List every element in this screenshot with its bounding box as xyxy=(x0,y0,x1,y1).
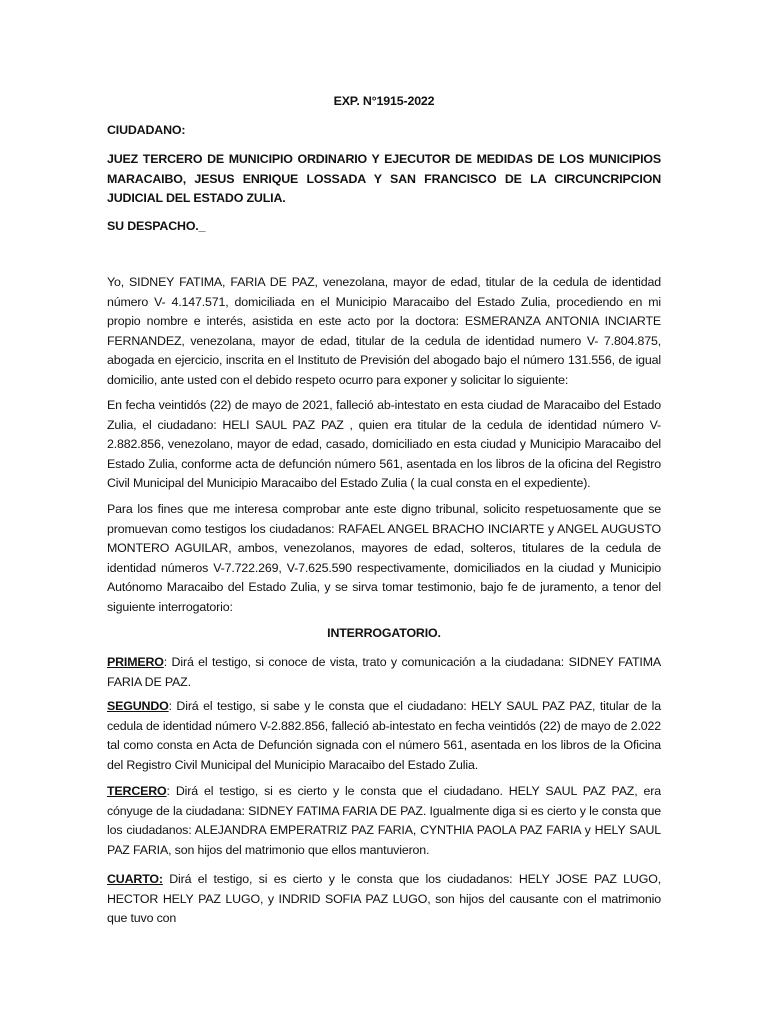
primero-text: : Dirá el testigo, si conoce de vista, trato y comunicación a la ciudadana: SIDNEY FATIMA FARIA DE PAZ. xyxy=(107,655,661,689)
cuarto-text: Dirá el testigo, si es cierto y le consta que los ciudadanos: HELY JOSE PAZ LUGO, HECTOR HELY PAZ LUGO, y INDRID SOFIA PAZ LUGO, son hijos del causante con el matrimonio que tuvo con xyxy=(107,872,661,926)
question-segundo xyxy=(107,697,661,775)
juez-addressee: JUEZ TERCERO DE MUNICIPIO ORDINARIO Y EJECUTOR DE MEDIDAS DE LOS MUNICIPIOS MARACAIBO, JESUS ENRIQUE LOSSADA Y SAN FRANCISCO DE LA CIRCUNCRIPCION JUDICIAL DEL ESTADO ZULIA. xyxy=(107,152,661,206)
interrogatorio-title: INTERROGATORIO. xyxy=(327,626,441,640)
despacho-label: SU DESPACHO._ xyxy=(107,219,206,233)
paragraph-death-facts: En fecha veintidós (22) de mayo de 2021, falleció ab-intestato en esta ciudad de Maracaibo del Estado Zulia, el ciudadano: HELI SAUL PAZ PAZ , quien era titular de la cedula de identidad número V-2.882.856, venezolano, mayor de edad, casado, domiciliado en esta ciudad y Municipio Maracaibo del Estado Zulia, conforme acta de defunción número 561, asentada en los libros de la oficina del Registro Civil Municipal del Municipio Maracaibo del Estado Zulia ( la cual consta en el expediente). xyxy=(107,398,661,491)
segundo-label: SEGUNDO xyxy=(107,699,169,713)
ciudadano-label: CIUDADANO: xyxy=(107,123,186,137)
tercero-text: : Dirá el testigo, si es cierto y le consta que el ciudadano. HELY SAUL PAZ PAZ, era cónyuge de la ciudadana: SIDNEY FATIMA FARIA DE PAZ. Igualmente diga si es cierto y le consta que los ciudadanos: ALEJANDRA EMPERATRIZ PAZ FARIA, CYNTHIA PAOLA PAZ FARIA y HELY SAUL PAZ FARIA, son hijos del matrimonio que ellos mantuvieron. xyxy=(107,784,661,857)
segundo-text: : Dirá el testigo, si sabe y le consta que el ciudadano: HELY SAUL PAZ PAZ, titular de la cedula de identidad número V-2.882.856, falleció ab-intestato en fecha veintidós (22) de mayo de 2.022 tal como consta en Acta de Defunción signada con el número 561, asentada en los libros de la Oficina del Registro Civil Municipal del Municipio Maracaibo del Estado Zulia. xyxy=(107,699,661,772)
paragraph-witnesses: Para los fines que me interesa comprobar ante este digno tribunal, solicito respetuosamente que se promuevan como testigos los ciudadanos: RAFAEL ANGEL BRACHO INCIARTE y ANGEL AUGUSTO MONTERO AGUILAR, ambos, venezolanos, mayores de edad, solteros, titulares de la cedula de identidad números V-7.722.269, V-7.625.590 respectivamente, domiciliados en la ciudad y Municipio Autónomo Maracaibo del Estado Zulia, y se sirva tomar testimonio, bajo fe de juramento, a tenor del siguiente interrogatorio: xyxy=(107,502,661,614)
primero-label: PRIMERO xyxy=(107,655,164,669)
expediente-number: EXP. N°1915-2022 xyxy=(333,94,435,108)
question-primero xyxy=(107,653,661,692)
cuarto-label: CUARTO: xyxy=(107,872,163,886)
paragraph-presentation: Yo, SIDNEY FATIMA, FARIA DE PAZ, venezolana, mayor de edad, titular de la cedula de identidad número V- 4.147.571, domiciliada en el Municipio Maracaibo del Estado Zulia, procediendo en mi propio nombre e interés, asistida en este acto por la doctora: ESMERANZA ANTONIA INCIARTE FERNANDEZ, venezolana, mayor de edad, titular de la cedula de identidad numero V- 7.804.875, abogada en ejercicio, inscrita en el Instituto de Previsión del abogado bajo el número 131.556, de igual domicilio, ante usted con el debido respeto ocurro para exponer y solicitar lo siguiente: xyxy=(107,275,661,387)
question-tercero xyxy=(107,782,661,860)
question-cuarto xyxy=(107,870,661,929)
tercero-label: TERCERO xyxy=(107,784,167,798)
